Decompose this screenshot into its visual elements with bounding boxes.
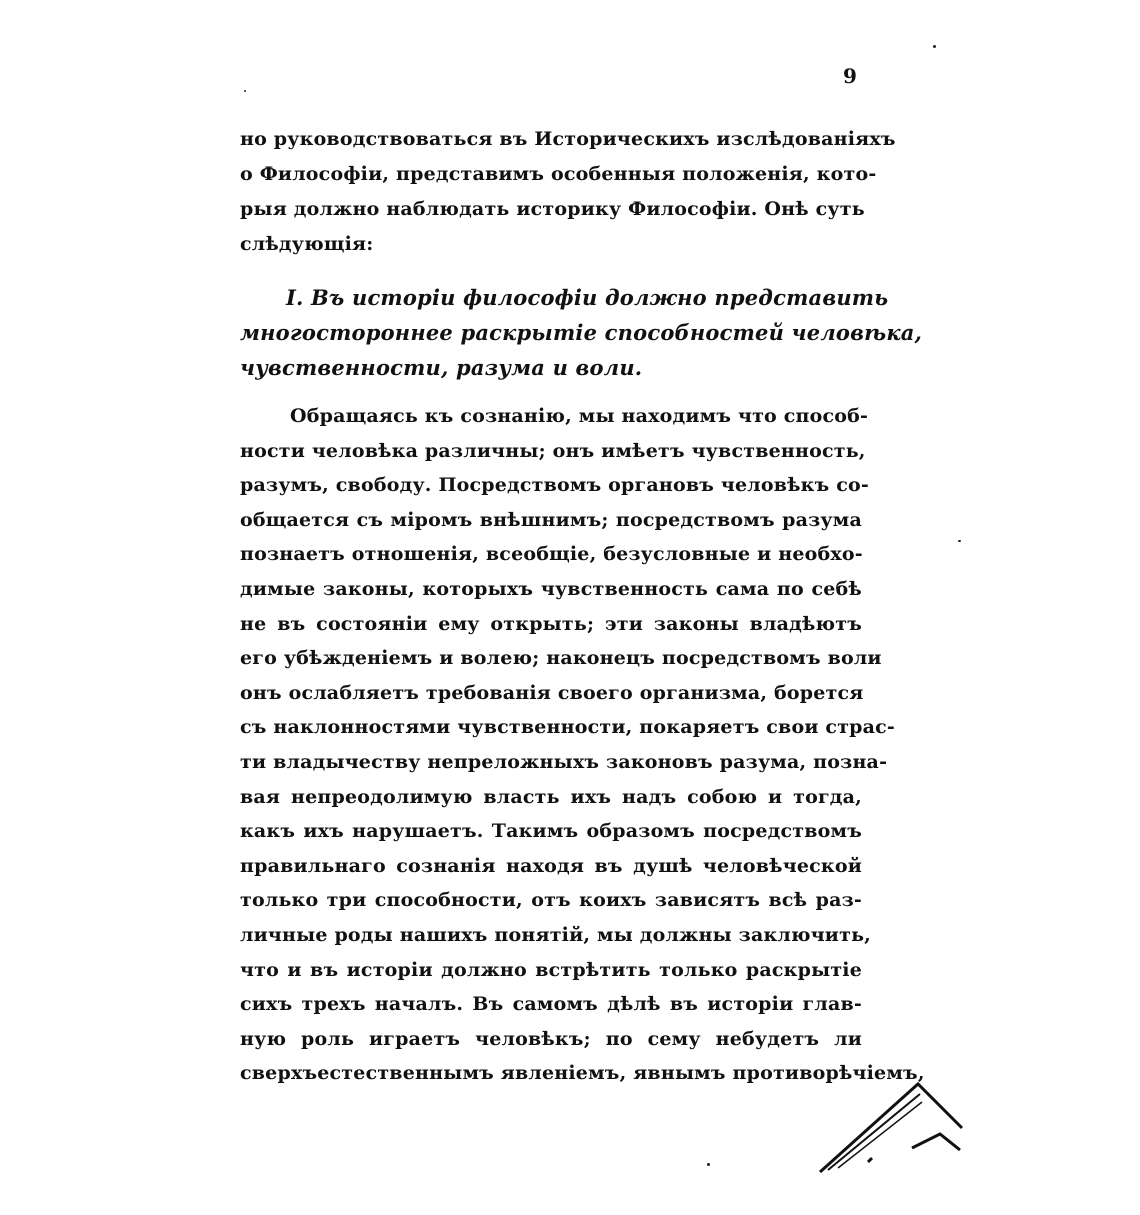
text-line: онъ ослабляетъ требованія своего организма, борется [240, 681, 864, 704]
text-line: личные роды нашихъ понятій, мы должны заключить, [240, 923, 871, 946]
text-line: не въ состояніи ему открыть; эти законы владѣютъ [240, 612, 862, 635]
text-line: слѣдующія: [240, 233, 374, 255]
text-line: какъ ихъ нарушаетъ. Такимъ образомъ посредствомъ [240, 820, 862, 843]
scan-speck [958, 540, 961, 542]
text-line: вая непреодолимую власть ихъ надъ собою и тогда, [240, 785, 862, 808]
text-line: правильнаго сознанія находя въ душѣ человѣческой [240, 854, 862, 877]
text-line: общается съ міромъ внѣшнимъ; посредствомъ разума [240, 508, 862, 531]
text-line: ную роль играетъ человѣкъ; по сему небудетъ ли [240, 1027, 862, 1050]
text-line: о Философіи, представимъ особенныя положенія, кото- [240, 163, 877, 185]
text-line: Обращаясь къ сознанію, мы находимъ что способ- [290, 405, 869, 427]
text-line: ности человѣка различны; онъ имѣетъ чувственность, [240, 439, 866, 462]
scan-speck [933, 45, 936, 48]
scan-speck [707, 1163, 710, 1166]
text-line: многостороннее раскрытіе способностей человѣка, [240, 320, 923, 345]
text-line: I. Въ исторіи философіи должно представить [286, 285, 889, 310]
page-number: 9 [843, 64, 857, 88]
scan-speck [244, 90, 246, 92]
text-line: его убѣжденіемъ и волею; наконецъ посредствомъ воли [240, 647, 882, 670]
page-fold-corner [812, 1078, 972, 1178]
text-line: сверхъестественнымъ явленіемъ, явнымъ противорѣчіемъ, [240, 1062, 925, 1085]
text-line: съ наклонностями чувственности, покаряетъ свои страс- [240, 716, 896, 739]
thesis-statement [240, 280, 923, 385]
text-line: только три способности, отъ коихъ зависятъ всѣ раз- [240, 889, 862, 912]
text-line: сихъ трехъ началъ. Въ самомъ дѣлѣ въ исторіи глав- [240, 993, 862, 1016]
text-line: разумъ, свободу. Посредствомъ органовъ человѣкъ со- [240, 474, 869, 497]
intro-paragraph [240, 122, 896, 262]
text-line: рыя должно наблюдать историку Философіи. Онѣ суть [240, 198, 865, 220]
body-paragraph [240, 399, 925, 1091]
text-line: но руководствоваться въ Историческихъ изслѣдованіяхъ [240, 128, 896, 150]
text-line: чувственности, разума и воли. [240, 355, 643, 380]
text-line: ти владычеству непреложныхъ законовъ разума, позна- [240, 750, 888, 773]
text-line: познаетъ отношенія, всеобщіе, безусловные и необхо- [240, 543, 863, 566]
text-line: что и въ исторіи должно встрѣтить только раскрытіе [240, 958, 862, 981]
text-line: димые законы, которыхъ чувственность сама по себѣ [240, 577, 862, 600]
